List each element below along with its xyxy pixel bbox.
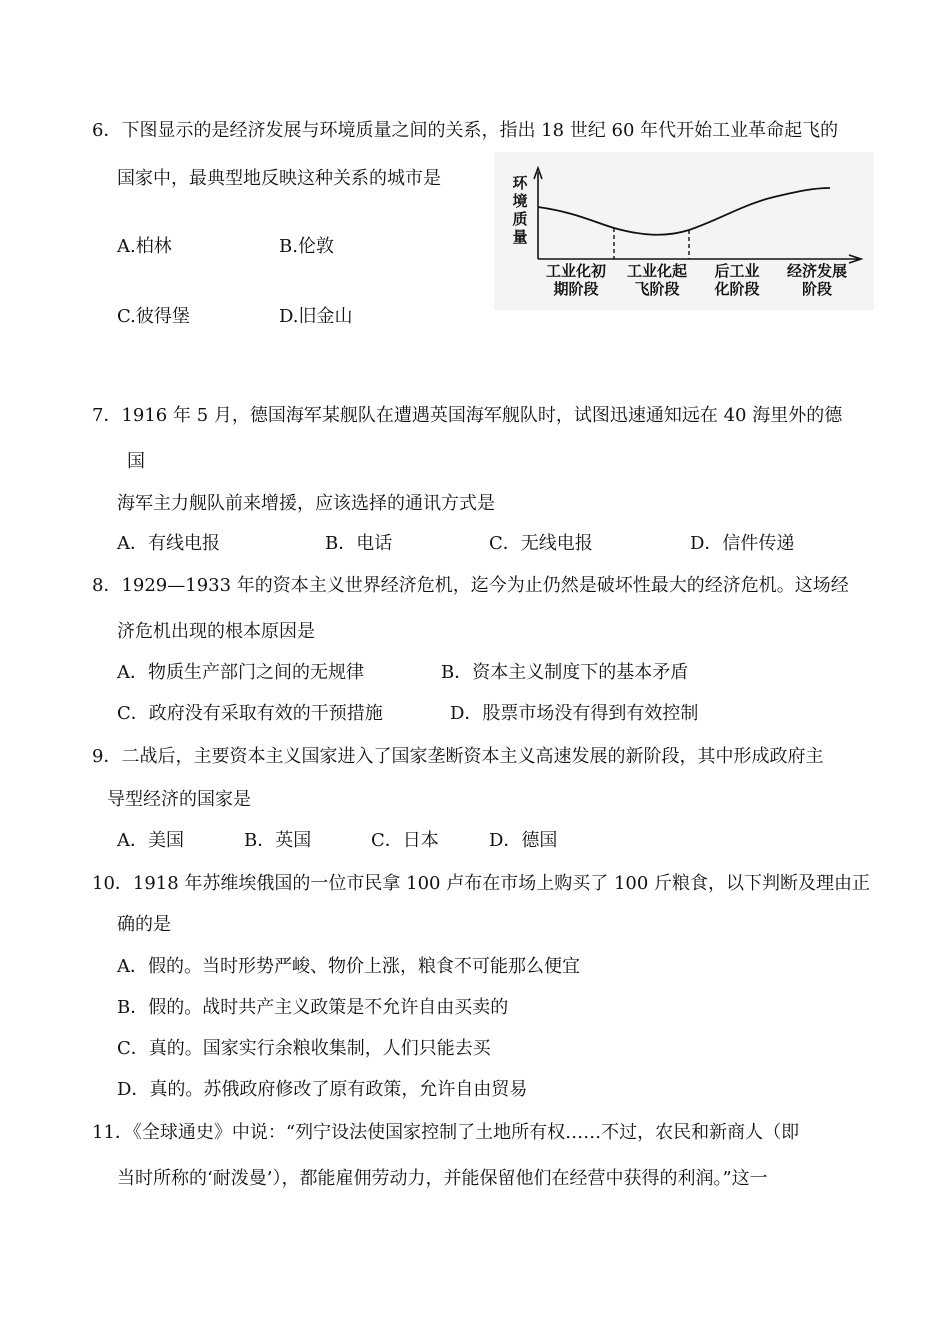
- q7-stem-line3: 海军主力舰队前来增援，应该选择的通讯方式是: [117, 493, 495, 514]
- q9-option-c: C．日本: [371, 830, 439, 851]
- stage-label-1-line2: 期阶段: [553, 280, 599, 298]
- q10-option-b: B．假的。战时共产主义政策是不允许自由买卖的: [117, 997, 509, 1018]
- q10-option-a: A．假的。当时形势严峻、物价上涨，粮食不可能那么便宜: [117, 956, 580, 977]
- environment-quality-diagram: [494, 152, 874, 310]
- q8-option-a: A．物质生产部门之间的无规律: [117, 662, 364, 683]
- q6-option-a: A.柏林: [117, 236, 172, 257]
- figure-y-label: [512, 174, 528, 246]
- q9-option-d: D．德国: [489, 830, 558, 851]
- q7-option-b: B．电话: [325, 533, 393, 554]
- q6-option-c: C.彼得堡: [117, 306, 190, 327]
- q7-option-a: A．有线电报: [117, 533, 220, 554]
- environment-curve: [538, 188, 830, 235]
- q11-stem-line2: 当时所称的‘耐泼曼’），都能雇佣劳动力，并能保留他们在经营中获得的利润。”这一: [117, 1168, 768, 1189]
- q8-option-c: C．政府没有采取有效的干预措施: [117, 703, 383, 724]
- stage-label-2-line2: 飞阶段: [634, 280, 680, 298]
- q7-stem-line2: 国: [127, 451, 145, 472]
- q6-stem-line1: 6．下图显示的是经济发展与环境质量之间的关系，指出 18 世纪 60 年代开始工业革命起飞的: [92, 120, 839, 141]
- q10-option-c: C．真的。国家实行余粮收集制，人们只能去买: [117, 1038, 491, 1059]
- q7-stem-line1: 7．1916 年 5 月，德国海军某舰队在遭遇英国海军舰队时，试图迅速通知远在 40 海里外的德: [92, 405, 843, 426]
- x-stage-labels: [546, 262, 847, 298]
- q9-option-b: B．英国: [244, 830, 312, 851]
- y-label-char: 量: [512, 228, 528, 246]
- q7-option-c: C．无线电报: [489, 533, 593, 554]
- y-label-char: 境: [512, 192, 528, 210]
- q11-stem-line1: 11．《全球通史》中说：“列宁设法使国家控制了土地所有权……不过，农民和新商人（即: [92, 1122, 800, 1143]
- q9-stem-line1: 9．二战后，主要资本主义国家进入了国家垄断资本主义高速发展的新阶段，其中形成政府主: [92, 746, 824, 767]
- stage-label-1-line1: 工业化初: [545, 262, 607, 280]
- q8-option-b: B．资本主义制度下的基本矛盾: [441, 662, 689, 683]
- q8-stem-line2: 济危机出现的根本原因是: [117, 621, 315, 642]
- q9-option-a: A．美国: [117, 830, 184, 851]
- stage-label-4-line2: 阶段: [801, 280, 833, 298]
- stage-label-4-line1: 经济发展: [786, 262, 848, 280]
- stage-label-3-line2: 化阶段: [714, 280, 760, 298]
- q10-stem-line1: 10．1918 年苏维埃俄国的一位市民拿 100 卢布在市场上购买了 100 斤粮食，以下判断及理由正: [92, 873, 871, 894]
- q6-option-d: D.旧金山: [279, 306, 353, 327]
- stage-label-2-line1: 工业化起: [626, 262, 688, 280]
- q6-figure: [494, 152, 874, 310]
- q6-option-b: B.伦敦: [279, 236, 334, 257]
- stage-label-3-line1: 后工业: [714, 262, 760, 280]
- q7-option-d: D．信件传递: [690, 533, 795, 554]
- y-label-char: 质: [512, 210, 528, 228]
- q10-option-d: D．真的。苏俄政府修改了原有政策，允许自由贸易: [117, 1079, 528, 1100]
- q9-stem-line2: 导型经济的国家是: [107, 789, 251, 810]
- q6-stem-line2: 国家中，最典型地反映这种关系的城市是: [117, 168, 441, 189]
- q10-stem-line2: 确的是: [117, 914, 171, 935]
- y-label-char: 环: [512, 174, 528, 192]
- q8-stem-line1: 8．1929—1933 年的资本主义世界经济危机，迄今为止仍然是破坏性最大的经济危机。这场经: [92, 575, 849, 596]
- q8-option-d: D．股票市场没有得到有效控制: [450, 703, 699, 724]
